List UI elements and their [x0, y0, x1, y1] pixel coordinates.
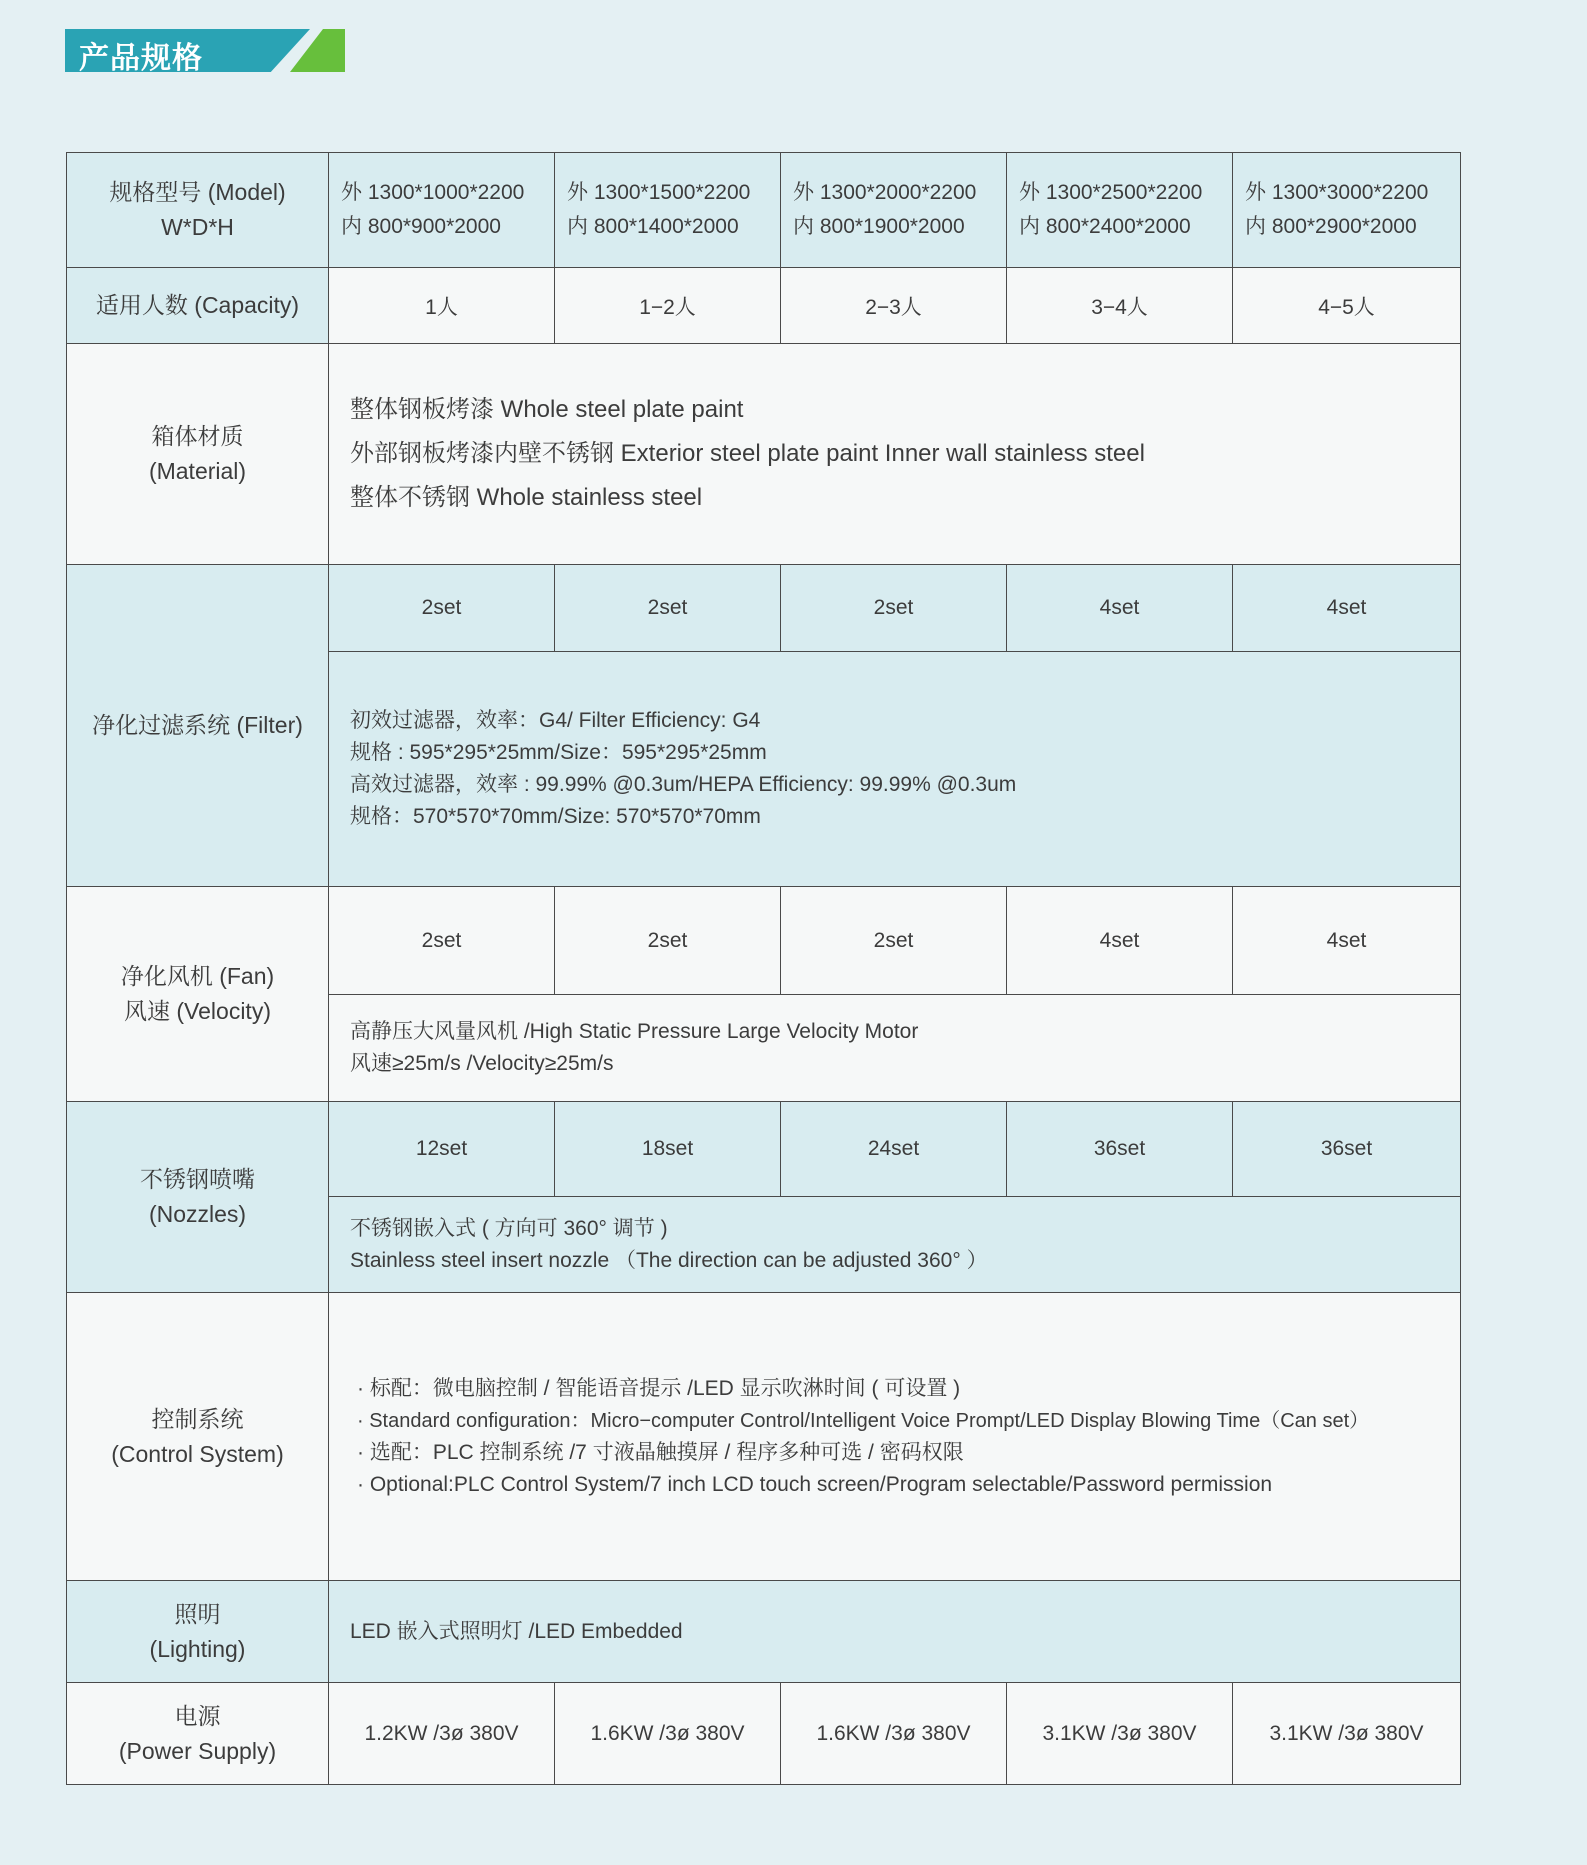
- fan-set-value: 2set: [555, 887, 781, 995]
- nozzles-sets-row: [67, 1102, 1461, 1197]
- fan-set-value: 2set: [329, 887, 555, 995]
- filter-set-value: 4set: [1233, 565, 1461, 652]
- fan-sets-row: [67, 887, 1461, 995]
- fan-label: 净化风机 (Fan): [120, 963, 275, 989]
- power-value: 1.6KW /3ø 380V: [555, 1683, 781, 1785]
- velocity-label: 风速 (Velocity): [124, 998, 271, 1024]
- fan-label-cell: [67, 887, 329, 1102]
- filter-set-value: 2set: [555, 565, 781, 652]
- material-options: [329, 344, 1461, 565]
- model-cell: [1233, 153, 1461, 268]
- filter-set-value: 2set: [329, 565, 555, 652]
- material-label-en: (Material): [148, 458, 247, 484]
- capacity-value: 1人: [329, 268, 555, 344]
- control-label-en: (Control System): [111, 1440, 284, 1467]
- fan-set-value: 4set: [1233, 887, 1461, 995]
- nozzles-description: [329, 1197, 1461, 1293]
- filter-spec-line: 规格：570*570*70mm/Size: 570*570*70mm: [350, 805, 761, 828]
- control-row: [67, 1293, 1461, 1581]
- control-description: [329, 1293, 1461, 1581]
- outer-size: 外 1300*1000*2200: [341, 181, 525, 204]
- power-value: 1.2KW /3ø 380V: [329, 1683, 555, 1785]
- material-option: 整体不锈钢 Whole stainless steel: [350, 484, 703, 511]
- nozzle-set-value: 24set: [781, 1102, 1007, 1197]
- material-label: 箱体材质: [151, 423, 244, 449]
- nozzle-set-value: 36set: [1007, 1102, 1233, 1197]
- model-cell: [1007, 153, 1233, 268]
- capacity-value: 1−2人: [555, 268, 781, 344]
- filter-spec-line: 规格 : 595*295*25mm/Size：595*295*25mm: [350, 741, 767, 764]
- filter-sets-row: [67, 565, 1461, 652]
- power-value: 3.1KW /3ø 380V: [1233, 1683, 1461, 1785]
- inner-size: 内 800*1400*2000: [567, 215, 739, 238]
- power-row: [67, 1683, 1461, 1785]
- power-value: 1.6KW /3ø 380V: [781, 1683, 1007, 1785]
- outer-size: 外 1300*3000*2200: [1245, 181, 1429, 204]
- section-title: 产品规格: [79, 41, 203, 76]
- material-option: 整体钢板烤漆 Whole steel plate paint: [350, 396, 744, 423]
- capacity-value: 4−5人: [1233, 268, 1461, 344]
- model-row: [67, 153, 1461, 268]
- section-title-banner: [65, 29, 345, 76]
- power-label-cell: [67, 1683, 329, 1785]
- nozzles-label-en: (Nozzles): [148, 1201, 247, 1227]
- control-spec-line: · Standard configuration：Micro−computer Control/Intelligent Voice Prompt/LED Display Blowing Time（Can set）: [357, 1405, 1460, 1437]
- nozzles-label-cell: [67, 1102, 329, 1293]
- control-label: 控制系统: [151, 1405, 244, 1432]
- filter-set-value: 4set: [1007, 565, 1233, 652]
- nozzle-spec-line: Stainless steel insert nozzle （The direction can be adjusted 360° ）: [350, 1248, 988, 1272]
- inner-size: 内 800*2400*2000: [1019, 215, 1191, 238]
- capacity-value: 2−3人: [781, 268, 1007, 344]
- control-spec-line: · 标配：微电脑控制 / 智能语音提示 /LED 显示吹淋时间 ( 可设置 ): [357, 1373, 1460, 1405]
- power-value: 3.1KW /3ø 380V: [1007, 1683, 1233, 1785]
- power-label-en: (Power Supply): [118, 1737, 277, 1764]
- fan-set-value: 4set: [1007, 887, 1233, 995]
- model-cell: [555, 153, 781, 268]
- inner-size: 内 800*1900*2000: [793, 215, 965, 238]
- capacity-value: 3−4人: [1007, 268, 1233, 344]
- model-cell: [781, 153, 1007, 268]
- nozzle-set-value: 36set: [1233, 1102, 1461, 1197]
- model-cell: [329, 153, 555, 268]
- lighting-label: 照明: [174, 1600, 221, 1627]
- material-row: [67, 344, 1461, 565]
- fan-spec-line: 高静压大风量风机 /High Static Pressure Large Velocity Motor: [350, 1020, 919, 1043]
- outer-size: 外 1300*2000*2200: [793, 181, 977, 204]
- material-label-cell: [67, 344, 329, 565]
- inner-size: 内 800*900*2000: [341, 215, 501, 238]
- fan-set-value: 2set: [781, 887, 1007, 995]
- control-spec-line: · Optional:PLC Control System/7 inch LCD touch screen/Program selectable/Password permission: [357, 1469, 1460, 1501]
- outer-size: 外 1300*2500*2200: [1019, 181, 1203, 204]
- nozzle-spec-line: 不锈钢嵌入式 ( 方向可 360° 调节 ): [350, 1216, 668, 1240]
- fan-description: [329, 995, 1461, 1102]
- filter-set-value: 2set: [781, 565, 1007, 652]
- capacity-label: 适用人数 (Capacity): [67, 268, 329, 344]
- control-label-cell: [67, 1293, 329, 1581]
- control-spec-line: · 选配：PLC 控制系统 /7 寸液晶触摸屏 / 程序多种可选 / 密码权限: [357, 1437, 1460, 1469]
- model-label-cell: [67, 153, 329, 268]
- lighting-value: LED 嵌入式照明灯 /LED Embedded: [329, 1581, 1461, 1683]
- lighting-label-en: (Lighting): [149, 1635, 246, 1662]
- nozzles-label: 不锈钢喷嘴: [140, 1166, 255, 1192]
- specification-table: [66, 152, 1461, 1785]
- fan-spec-line: 风速≥25m/s /Velocity≥25m/s: [350, 1052, 614, 1075]
- nozzle-set-value: 12set: [329, 1102, 555, 1197]
- model-label: 规格型号 (Model): [109, 179, 286, 205]
- filter-label: 净化过滤系统 (Filter): [67, 565, 329, 887]
- capacity-row: [67, 268, 1461, 344]
- filter-spec-line: 高效过滤器，效率 : 99.99% @0.3um/HEPA Efficiency: 99.99% @0.3um: [350, 773, 1017, 796]
- filter-description: [329, 652, 1461, 887]
- filter-spec-line: 初效过滤器，效率：G4/ Filter Efficiency: G4: [350, 709, 761, 732]
- model-dimension-label: W*D*H: [161, 214, 234, 240]
- lighting-row: [67, 1581, 1461, 1683]
- material-option: 外部钢板烤漆内壁不锈钢 Exterior steel plate paint Inner wall stainless steel: [350, 440, 1145, 467]
- nozzle-set-value: 18set: [555, 1102, 781, 1197]
- lighting-label-cell: [67, 1581, 329, 1683]
- inner-size: 内 800*2900*2000: [1245, 215, 1417, 238]
- outer-size: 外 1300*1500*2200: [567, 181, 751, 204]
- power-label: 电源: [174, 1702, 221, 1729]
